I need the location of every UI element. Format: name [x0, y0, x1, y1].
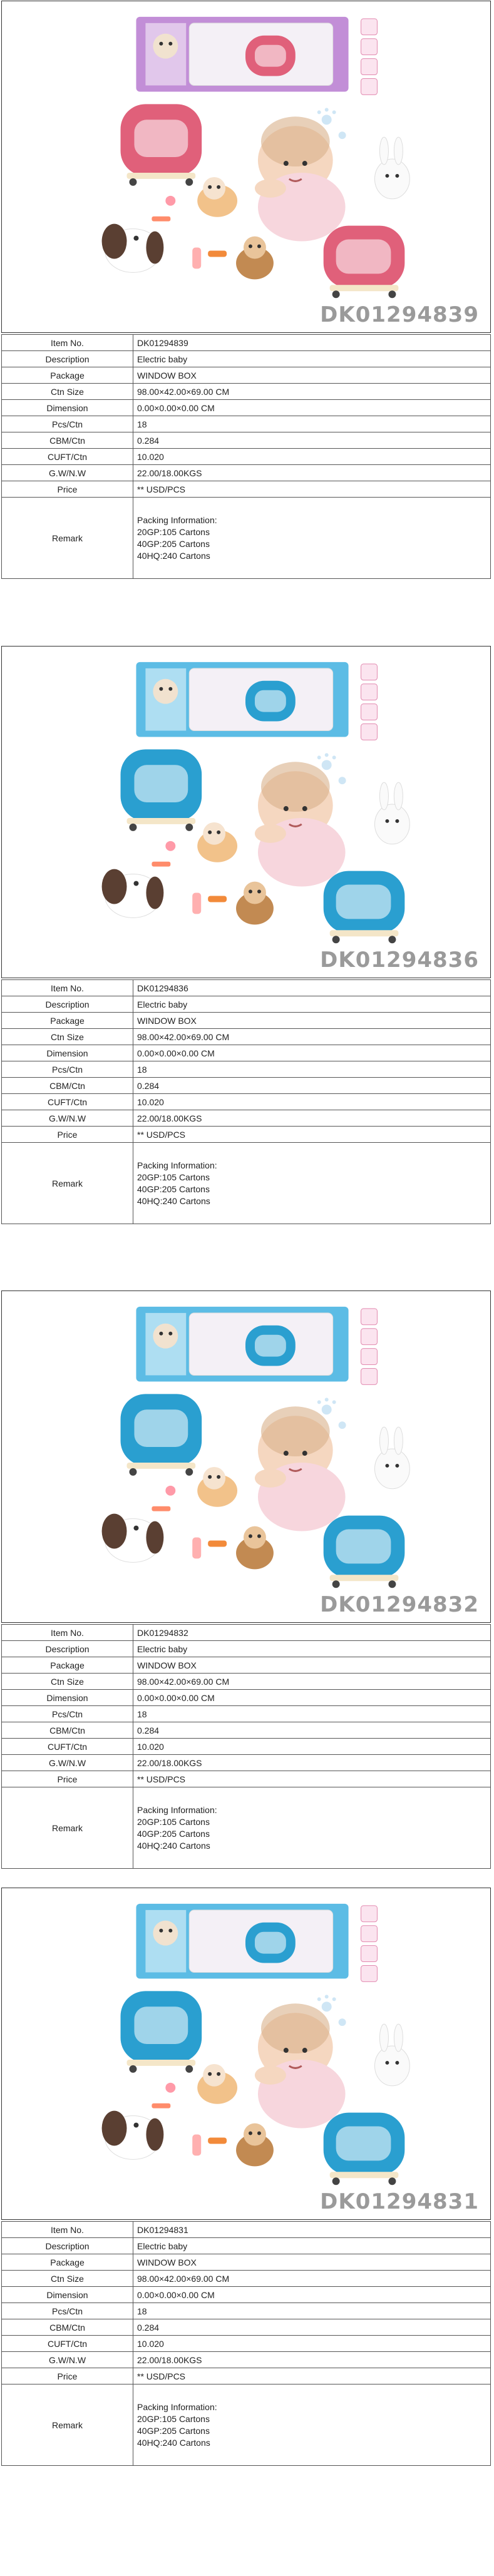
label-cbm-ctn: CBM/Ctn	[2, 1078, 133, 1094]
label-gw-nw: G.W/N.W	[2, 1755, 133, 1771]
table-row	[2, 351, 491, 367]
puppy-toy	[236, 882, 274, 925]
table-row	[2, 1045, 491, 1061]
label-gw-nw: G.W/N.W	[2, 2352, 133, 2368]
table-row	[2, 1755, 491, 1771]
spec-table	[1, 2221, 491, 2466]
pet-carrier-left	[121, 1991, 202, 2073]
label-cbm-ctn: CBM/Ctn	[2, 2319, 133, 2336]
label-description: Description	[2, 351, 133, 367]
spaniel-dog-toy	[102, 1514, 164, 1563]
value-pcs-ctn: 18	[133, 2303, 491, 2319]
label-pcs-ctn: Pcs/Ctn	[2, 1061, 133, 1078]
value-item-no: DK01294832	[133, 1625, 491, 1641]
table-row	[2, 384, 491, 400]
remark-line: 20GP:105 Cartons	[137, 2413, 210, 2424]
spaniel-dog-toy	[102, 224, 164, 273]
small-dog-toy	[197, 2064, 237, 2104]
remark-line: Packing Information:	[137, 1160, 217, 1170]
value-ctn-size: 98.00×42.00×69.00 CM	[133, 384, 491, 400]
table-row	[2, 1771, 491, 1787]
label-remark: Remark	[2, 2384, 133, 2466]
label-pcs-ctn: Pcs/Ctn	[2, 416, 133, 432]
value-gw-nw: 22.00/18.00KGS	[133, 2352, 491, 2368]
label-package: Package	[2, 1657, 133, 1674]
label-dimension: Dimension	[2, 1690, 133, 1706]
label-package: Package	[2, 367, 133, 384]
table-row	[2, 2336, 491, 2352]
label-pcs-ctn: Pcs/Ctn	[2, 1706, 133, 1722]
label-gw-nw: G.W/N.W	[2, 465, 133, 481]
label-remark: Remark	[2, 1143, 133, 1224]
table-row	[2, 1127, 491, 1143]
table-row	[2, 2271, 491, 2287]
window-box-illustration	[136, 662, 348, 737]
label-description: Description	[2, 2238, 133, 2254]
pet-carrier-left	[121, 749, 202, 831]
label-price: Price	[2, 481, 133, 498]
value-pcs-ctn: 18	[133, 416, 491, 432]
table-row	[2, 335, 491, 351]
small-dog-toy	[197, 177, 237, 217]
remark-line: 40GP:205 Cartons	[137, 1183, 210, 1194]
value-ctn-size: 98.00×42.00×69.00 CM	[133, 2271, 491, 2287]
value-remark	[133, 2384, 491, 2466]
value-dimension: 0.00×0.00×0.00 CM	[133, 400, 491, 416]
value-cuft-ctn: 10.020	[133, 1739, 491, 1755]
value-cbm-ctn: 0.284	[133, 1722, 491, 1739]
value-description: Electric baby	[133, 2238, 491, 2254]
value-package: WINDOW BOX	[133, 1657, 491, 1674]
value-remark	[133, 498, 491, 579]
value-gw-nw: 22.00/18.00KGS	[133, 1110, 491, 1127]
product-code-watermark: DK01294831	[320, 2189, 479, 2214]
product-illustration	[2, 1291, 490, 1622]
label-description: Description	[2, 996, 133, 1013]
remark-line: 40GP:205 Cartons	[137, 1828, 210, 1839]
value-cuft-ctn: 10.020	[133, 1094, 491, 1110]
pet-carrier-left	[121, 104, 202, 186]
spec-table	[1, 1624, 491, 1869]
pet-carrier-right	[324, 1516, 405, 1588]
value-ctn-size: 98.00×42.00×69.00 CM	[133, 1674, 491, 1690]
value-package: WINDOW BOX	[133, 367, 491, 384]
pet-carrier-right	[324, 871, 405, 944]
value-price: ** USD/PCS	[133, 2368, 491, 2384]
remark-line: 40HQ:240 Cartons	[137, 550, 210, 561]
product-illustration	[2, 1, 490, 332]
table-row	[2, 1739, 491, 1755]
table-row	[2, 1143, 491, 1224]
table-row	[2, 367, 491, 384]
table-row	[2, 400, 491, 416]
table-row	[2, 1110, 491, 1127]
label-item-no: Item No.	[2, 980, 133, 996]
table-row	[2, 2319, 491, 2336]
baby-illustration	[255, 116, 346, 241]
product-photo	[1, 1888, 491, 2220]
table-row	[2, 1657, 491, 1674]
value-dimension: 0.00×0.00×0.00 CM	[133, 1045, 491, 1061]
table-row	[2, 1061, 491, 1078]
value-gw-nw: 22.00/18.00KGS	[133, 465, 491, 481]
table-row	[2, 481, 491, 498]
baby-illustration	[255, 1406, 346, 1531]
label-cuft-ctn: CUFT/Ctn	[2, 1739, 133, 1755]
table-row	[2, 1674, 491, 1690]
table-row	[2, 1722, 491, 1739]
label-dimension: Dimension	[2, 2287, 133, 2303]
label-dimension: Dimension	[2, 400, 133, 416]
value-remark	[133, 1143, 491, 1224]
remark-line: Packing Information:	[137, 2401, 217, 2412]
product-photo	[1, 1291, 491, 1623]
value-cbm-ctn: 0.284	[133, 432, 491, 449]
remark-line: 20GP:105 Cartons	[137, 1816, 210, 1827]
small-dog-toy	[197, 822, 237, 862]
product-illustration	[2, 647, 490, 978]
spaniel-dog-toy	[102, 2111, 164, 2160]
label-price: Price	[2, 2368, 133, 2384]
remark-line: 40HQ:240 Cartons	[137, 1840, 210, 1851]
value-pcs-ctn: 18	[133, 1061, 491, 1078]
bunny-toy	[374, 137, 409, 199]
baby-illustration	[255, 762, 346, 886]
pet-carrier-right	[324, 2113, 405, 2185]
value-cbm-ctn: 0.284	[133, 2319, 491, 2336]
remark-line: 40HQ:240 Cartons	[137, 1195, 210, 1206]
product-code-watermark: DK01294832	[320, 1592, 479, 1617]
table-row	[2, 2254, 491, 2271]
product-code-watermark: DK01294836	[320, 948, 479, 973]
label-package: Package	[2, 2254, 133, 2271]
value-cuft-ctn: 10.020	[133, 449, 491, 465]
table-row	[2, 1094, 491, 1110]
label-ctn-size: Ctn Size	[2, 384, 133, 400]
table-row	[2, 980, 491, 996]
value-gw-nw: 22.00/18.00KGS	[133, 1755, 491, 1771]
value-remark	[133, 1787, 491, 1869]
window-box-illustration	[136, 1904, 348, 1979]
feature-icons	[361, 1309, 378, 1385]
label-cuft-ctn: CUFT/Ctn	[2, 1094, 133, 1110]
puppy-toy	[236, 2124, 274, 2167]
table-row	[2, 1013, 491, 1029]
remark-line: Packing Information:	[137, 1804, 217, 1815]
product-illustration	[2, 1888, 490, 2219]
label-ctn-size: Ctn Size	[2, 1674, 133, 1690]
value-dimension: 0.00×0.00×0.00 CM	[133, 1690, 491, 1706]
value-price: ** USD/PCS	[133, 481, 491, 498]
value-package: WINDOW BOX	[133, 1013, 491, 1029]
remark-line: Packing Information:	[137, 514, 217, 525]
value-dimension: 0.00×0.00×0.00 CM	[133, 2287, 491, 2303]
table-row	[2, 432, 491, 449]
value-description: Electric baby	[133, 351, 491, 367]
product-photo	[1, 646, 491, 978]
feature-icons	[361, 664, 378, 740]
label-item-no: Item No.	[2, 2222, 133, 2238]
remark-line: 40GP:205 Cartons	[137, 2425, 210, 2436]
value-description: Electric baby	[133, 996, 491, 1013]
label-price: Price	[2, 1771, 133, 1787]
baby-illustration	[255, 2003, 346, 2128]
table-row	[2, 2303, 491, 2319]
label-cuft-ctn: CUFT/Ctn	[2, 449, 133, 465]
value-description: Electric baby	[133, 1641, 491, 1657]
table-row	[2, 2384, 491, 2466]
pet-carrier-right	[324, 226, 405, 299]
remark-line: 40GP:205 Cartons	[137, 538, 210, 549]
value-pcs-ctn: 18	[133, 1706, 491, 1722]
puppy-toy	[236, 237, 274, 280]
value-price: ** USD/PCS	[133, 1771, 491, 1787]
label-description: Description	[2, 1641, 133, 1657]
label-pcs-ctn: Pcs/Ctn	[2, 2303, 133, 2319]
table-row	[2, 1625, 491, 1641]
product-code-watermark: DK01294839	[320, 302, 479, 327]
table-row	[2, 1641, 491, 1657]
table-row	[2, 2352, 491, 2368]
value-ctn-size: 98.00×42.00×69.00 CM	[133, 1029, 491, 1045]
feature-icons	[361, 1906, 378, 1982]
remark-line: 40HQ:240 Cartons	[137, 2437, 210, 2448]
label-dimension: Dimension	[2, 1045, 133, 1061]
product-photo	[1, 1, 491, 333]
label-remark: Remark	[2, 1787, 133, 1869]
table-row	[2, 1078, 491, 1094]
spaniel-dog-toy	[102, 869, 164, 918]
bunny-toy	[374, 1427, 409, 1489]
value-price: ** USD/PCS	[133, 1127, 491, 1143]
table-row	[2, 2368, 491, 2384]
label-item-no: Item No.	[2, 335, 133, 351]
value-cbm-ctn: 0.284	[133, 1078, 491, 1094]
value-item-no: DK01294831	[133, 2222, 491, 2238]
table-row	[2, 1690, 491, 1706]
label-remark: Remark	[2, 498, 133, 579]
table-row	[2, 2238, 491, 2254]
label-price: Price	[2, 1127, 133, 1143]
label-cuft-ctn: CUFT/Ctn	[2, 2336, 133, 2352]
value-item-no: DK01294836	[133, 980, 491, 996]
label-cbm-ctn: CBM/Ctn	[2, 1722, 133, 1739]
label-gw-nw: G.W/N.W	[2, 1110, 133, 1127]
table-row	[2, 2287, 491, 2303]
table-row	[2, 1029, 491, 1045]
label-ctn-size: Ctn Size	[2, 1029, 133, 1045]
label-item-no: Item No.	[2, 1625, 133, 1641]
window-box-illustration	[136, 1307, 348, 1382]
label-cbm-ctn: CBM/Ctn	[2, 432, 133, 449]
table-row	[2, 498, 491, 579]
bunny-toy	[374, 2024, 409, 2086]
value-package: WINDOW BOX	[133, 2254, 491, 2271]
value-item-no: DK01294839	[133, 335, 491, 351]
table-row	[2, 1787, 491, 1869]
window-box-illustration	[136, 17, 348, 92]
label-ctn-size: Ctn Size	[2, 2271, 133, 2287]
table-row	[2, 1706, 491, 1722]
spec-table	[1, 334, 491, 579]
pet-carrier-left	[121, 1394, 202, 1476]
puppy-toy	[236, 1526, 274, 1570]
remark-line: 20GP:105 Cartons	[137, 1172, 210, 1182]
table-row	[2, 449, 491, 465]
table-row	[2, 996, 491, 1013]
table-row	[2, 465, 491, 481]
feature-icons	[361, 19, 378, 95]
table-row	[2, 416, 491, 432]
bunny-toy	[374, 782, 409, 844]
value-cuft-ctn: 10.020	[133, 2336, 491, 2352]
remark-line: 20GP:105 Cartons	[137, 526, 210, 537]
table-row	[2, 2222, 491, 2238]
label-package: Package	[2, 1013, 133, 1029]
spec-table	[1, 979, 491, 1224]
small-dog-toy	[197, 1467, 237, 1507]
